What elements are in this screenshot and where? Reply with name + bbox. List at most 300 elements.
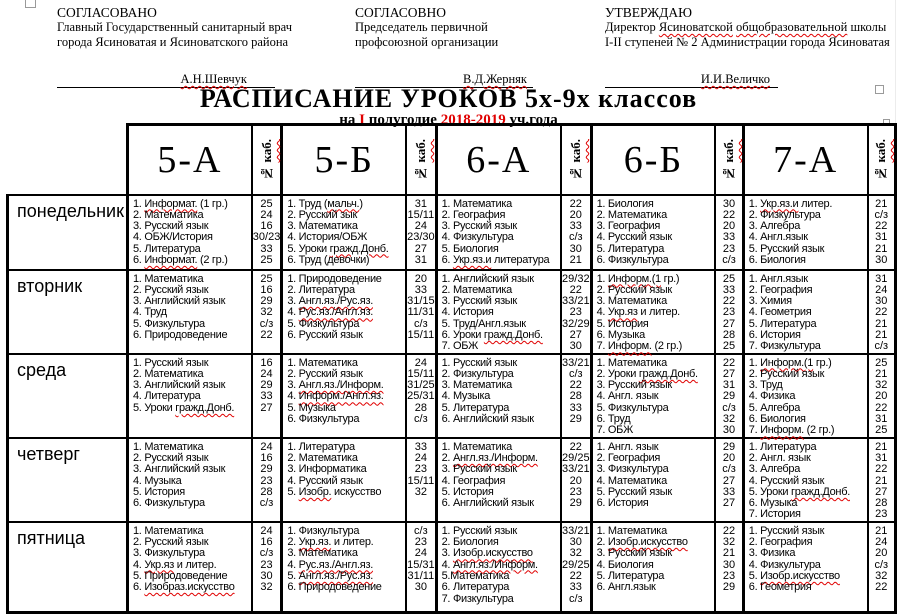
room-number: 23 — [260, 558, 273, 571]
lesson-item: 2. Уроки гражд.Донб. — [596, 367, 698, 380]
room-number: 20 — [875, 547, 888, 560]
lesson-item: 7. ОБЖ — [596, 424, 633, 437]
rooms-cell — [868, 195, 896, 270]
lesson-item: 1. Математика — [287, 356, 358, 369]
room-header-vertical-label: № каб. — [873, 138, 889, 181]
room-header-vertical-label: № каб. — [412, 138, 428, 181]
lesson-item: 6. Уроки гражд.Донб. — [441, 328, 543, 341]
room-number: с/з — [414, 413, 428, 426]
lesson-item: 4. Русский язык — [287, 474, 363, 487]
lessons-cell — [127, 522, 251, 613]
lesson-item: 1. Природоведение — [287, 272, 382, 285]
lesson-item: 3. Физкультура — [596, 463, 669, 476]
day-row — [8, 270, 896, 354]
room-number: 33 — [414, 440, 427, 453]
lesson-item: 1. Русский язык — [132, 356, 209, 369]
room-number: 25 — [875, 424, 888, 437]
lesson-item: 4. Англ.язык — [748, 231, 808, 244]
approval-line: Главный Государственный санитарный врач — [57, 20, 292, 34]
rooms-cell — [561, 195, 591, 270]
lesson-item: 1. Математика — [132, 524, 204, 537]
rooms-cell — [406, 438, 436, 522]
room-number: 20 — [569, 474, 582, 487]
room-number: 33 — [722, 231, 736, 244]
lesson-item: 4. История — [441, 306, 494, 319]
day-row — [8, 522, 896, 613]
lesson-item: 3. Математика — [596, 295, 667, 308]
lesson-item: 5. Природоведение — [132, 569, 228, 582]
class-header: 6-А — [436, 125, 561, 195]
rooms-cell — [252, 522, 282, 613]
misspelled-word: гражд.Донб. — [175, 401, 235, 414]
lesson-item: 6. Труд — [596, 413, 631, 426]
room-number: 30 — [569, 536, 582, 549]
day-row — [8, 438, 896, 522]
timetable-body — [8, 195, 896, 613]
room-number: 30 — [569, 340, 582, 353]
lesson-item: 5. Изобр.искусство — [748, 569, 840, 582]
misspelled-word: каб. — [567, 138, 583, 163]
lesson-item: 3. Труд — [748, 379, 783, 392]
lesson-item: 1. Математика — [441, 197, 512, 210]
misspelled-word: каб. — [873, 138, 889, 163]
lessons-cell — [436, 522, 561, 613]
room-number: с/з — [414, 524, 428, 537]
rooms-cell — [252, 438, 282, 522]
lesson-item: 1. Информ.(1 гр.) — [596, 272, 680, 285]
lesson-item: 1. Укр.яз.и литер. — [748, 197, 833, 210]
lesson-item: 5. Литература — [441, 401, 510, 414]
lesson-item: 5. Русский язык — [596, 485, 672, 498]
room-number: 32 — [260, 306, 273, 319]
lesson-item: 7. ОБЖ — [441, 340, 478, 353]
lesson-item: 4. Рус.яз./Англ.яз. — [287, 558, 373, 571]
approval-line: Директор Ясиноватской общобразовательной школы — [605, 20, 887, 34]
lesson-item: 5. Алгебра — [748, 401, 801, 414]
lesson-item: 1. Литература — [748, 440, 817, 453]
lesson-item: 4. Рус.яз./Англ.яз. — [287, 306, 373, 319]
lesson-item: 4. Укр.яз и литер. — [596, 306, 680, 319]
room-number: 24 — [414, 547, 427, 560]
lesson-item: 2. Англ.яз./Информ. — [441, 451, 538, 464]
approval-line: I-II ступеней № 2 Администрации города Ясиноватая — [605, 34, 890, 49]
room-number: 25 — [260, 253, 273, 266]
room-number: 22 — [875, 401, 888, 414]
approval-header: УТВЕРЖДАЮ — [605, 5, 693, 20]
lesson-item: 1. Математика — [132, 272, 204, 285]
lesson-item: 3. Химия — [748, 295, 792, 308]
rooms-cell — [715, 354, 743, 438]
rooms-cell — [868, 438, 896, 522]
lesson-item: 2. Математика — [132, 208, 204, 221]
room-number: 22 — [875, 220, 888, 233]
lesson-item: 5. Уроки гражд.Донб. — [287, 242, 389, 255]
misspelled-word: Англ.яз./Информ. — [452, 558, 538, 571]
room-number: 22 — [569, 379, 582, 392]
rooms-cell — [715, 270, 743, 354]
lessons-cell — [743, 270, 867, 354]
day-label: четверг — [8, 438, 128, 522]
room-number: 29 — [260, 379, 273, 392]
lesson-item: 3. Англ.яз./Рус.яз. — [287, 295, 373, 308]
lesson-item: 5. Литература — [596, 569, 665, 582]
lesson-item: 2. Биология — [441, 536, 499, 549]
day-row — [8, 195, 896, 270]
room-number: 27 — [414, 242, 427, 255]
lessons-cell — [743, 354, 867, 438]
misspelled-word: Рус.яз./Англ.яз. — [298, 558, 373, 571]
lesson-item: 2. Русский язык — [132, 451, 209, 464]
lesson-item: 3. Англ.яз./Информ. — [287, 379, 384, 392]
lesson-item: 3. Алгебра — [748, 463, 801, 476]
misspelled-word: Информ.(1 — [760, 356, 814, 369]
lessons-cell — [436, 438, 561, 522]
room-number: 22 — [569, 283, 582, 296]
lesson-item: 6. Биология — [748, 253, 806, 266]
room-header-vertical-label: № каб. — [567, 138, 583, 181]
lesson-item: 1. Труд (мальч.) — [287, 197, 363, 210]
room-header-vertical-label: № каб. — [258, 138, 274, 181]
misspelled-word: каб. — [412, 138, 428, 163]
lesson-item: 4. Укр.яз и литер. — [132, 558, 217, 571]
room-number: 29 — [722, 390, 736, 403]
lesson-item: 4. Информ./Англ.яз. — [287, 390, 384, 403]
lesson-item: 5. Литература — [132, 242, 201, 255]
day-label: пятница — [8, 522, 128, 613]
lessons-cell — [127, 270, 251, 354]
rooms-cell — [561, 354, 591, 438]
misspelled-word: гражд.Донб. — [329, 242, 389, 255]
room-number: 32 — [875, 569, 888, 582]
room-column-header — [252, 125, 282, 195]
misspelled-word: Изобр. — [298, 485, 332, 498]
lesson-item: 6. Музыка — [748, 497, 798, 510]
lesson-item: 4. Физкультура — [748, 558, 821, 571]
lessons-cell — [436, 195, 561, 270]
room-number: с/з — [568, 231, 583, 244]
lesson-item: 3. Английский язык — [132, 463, 226, 476]
approval-header: СОГЛАСОВАНО — [57, 5, 157, 20]
room-number: 30 — [875, 253, 888, 266]
rooms-cell — [406, 195, 436, 270]
room-number: 33 — [722, 485, 736, 498]
lessons-cell — [282, 270, 406, 354]
day-label: вторник — [8, 270, 128, 354]
approval-line: Председатель первичной — [355, 20, 488, 34]
room-number: 31 — [414, 253, 427, 266]
room-number: 22 — [260, 328, 273, 341]
room-number: с/з — [568, 367, 583, 380]
room-number: 24 — [414, 451, 427, 464]
room-number: 33 — [722, 283, 736, 296]
room-number: 16 — [260, 283, 273, 296]
lesson-item: 2. Физкультура — [748, 208, 821, 221]
timetable-corner-cell — [8, 125, 128, 195]
room-number: 32 — [722, 536, 736, 549]
room-number: 25 — [722, 340, 736, 353]
lesson-item: 3. Физика — [748, 547, 796, 560]
lesson-item: 3. Математика — [287, 547, 358, 560]
room-number: 25 — [260, 272, 273, 285]
room-number: 15/11 — [407, 328, 435, 341]
misspelled-word: Укр.яз — [144, 558, 175, 571]
lesson-item: 4. География — [441, 474, 506, 487]
room-number: 22 — [875, 463, 888, 476]
room-number: 30 — [722, 424, 736, 437]
lesson-item: 3. Физкультура — [132, 547, 205, 560]
room-number: 21 — [875, 474, 888, 487]
room-number: 11/31 — [407, 306, 435, 319]
lesson-item: 1. Русский язык — [748, 524, 825, 537]
class-header: 6-Б — [591, 125, 715, 195]
subtitle-text: на — [339, 112, 360, 128]
lesson-item: 6. Музыка — [596, 328, 646, 341]
room-header-vertical-label: № каб. — [721, 138, 737, 181]
lesson-item: 1. Биология — [596, 197, 654, 210]
room-number: 31/15 — [407, 295, 435, 308]
misspelled-word: гражд.Донб. — [791, 485, 850, 498]
room-number: 27 — [569, 328, 582, 341]
room-number: 20 — [722, 220, 736, 233]
lesson-item: 4. Математика — [596, 474, 667, 487]
lesson-item: 1. Математика — [441, 440, 512, 453]
lesson-item: 2. Русский язык — [748, 367, 825, 380]
room-number: 24 — [414, 356, 427, 369]
lesson-item: 6. Литература — [441, 581, 510, 594]
lesson-item: 1. Математика — [596, 524, 667, 537]
lesson-item: 3. Русский язык — [596, 379, 672, 392]
room-number: 21 — [875, 367, 888, 380]
room-number: 31/25 — [407, 379, 435, 392]
room-number: с/з — [722, 463, 736, 476]
lesson-item: 2. Русский язык — [596, 283, 672, 296]
room-number: с/з — [259, 317, 274, 330]
room-number: 29 — [260, 295, 273, 308]
lesson-item: 1. Информ.(1 гр.) — [748, 356, 832, 369]
room-number: 33/21 — [562, 356, 590, 369]
lesson-item: 5. Труд/Англ.язык — [441, 317, 526, 330]
room-number: 23 — [569, 485, 582, 498]
lesson-item: 3. Информатика — [287, 463, 367, 476]
room-number: 27 — [722, 367, 736, 380]
lesson-item: 4. Музыка — [441, 390, 491, 403]
lesson-item: 5. Уроки гражд.Донб. — [132, 401, 235, 414]
lesson-item: 4. Геометрия — [748, 306, 812, 319]
lessons-cell — [282, 195, 406, 270]
rooms-cell — [715, 195, 743, 270]
approvals-row — [0, 5, 897, 85]
misspelled-word: Изобр.искусство — [760, 569, 840, 582]
lesson-item: 2. Русский язык — [132, 283, 209, 296]
lesson-item: 2. Изобр.искусство — [596, 536, 688, 549]
room-number: 23 — [414, 536, 427, 549]
class-header: 7-А — [743, 125, 867, 195]
lesson-item: 6. Биология — [748, 413, 806, 426]
lesson-item: 5. Литература — [596, 242, 665, 255]
room-number: 22 — [722, 208, 736, 221]
misspelled-word: Информ.(1 — [607, 272, 661, 285]
room-number: 25 — [875, 356, 888, 369]
room-number: 30/23 — [252, 231, 281, 244]
room-number: 32 — [722, 413, 736, 426]
lesson-item: 7. Физкультура — [441, 592, 514, 605]
lesson-item: 1. Русский язык — [441, 524, 517, 537]
lessons-cell — [591, 438, 715, 522]
lesson-item: 3. Русский язык — [441, 295, 517, 308]
rooms-cell — [406, 270, 436, 354]
room-number: 22 — [722, 524, 736, 537]
rooms-cell — [561, 522, 591, 613]
room-number: 22 — [722, 295, 736, 308]
lesson-item: 3. Русский язык — [132, 220, 209, 233]
misspelled-word: В.Д.Жерняк — [463, 72, 527, 86]
lesson-item: 3. Русский язык — [441, 463, 517, 476]
room-number: 22 — [569, 440, 582, 453]
rooms-cell — [252, 270, 282, 354]
lesson-item: 5. Музыка — [287, 401, 336, 414]
approval-header: СОГЛАСОВНО — [355, 5, 447, 20]
lesson-item: 7. Физкультура — [748, 340, 821, 353]
room-number: 20 — [875, 390, 888, 403]
lessons-cell — [282, 438, 406, 522]
lessons-cell — [282, 354, 406, 438]
room-number: 29/25 — [562, 558, 590, 571]
lesson-item: 4. Труд — [132, 306, 167, 319]
misspelled-word: Укр.яз.и — [760, 197, 799, 210]
room-number: 30 — [569, 242, 582, 255]
misspelled-word: Изобр.искусство — [452, 547, 533, 560]
day-label: среда — [8, 354, 128, 438]
room-number: 29 — [260, 463, 273, 476]
lesson-item: 4. Музыка — [132, 474, 182, 487]
lesson-item: 2. География — [441, 208, 506, 221]
room-number: 25 — [260, 197, 273, 210]
rooms-cell — [868, 354, 896, 438]
room-number: 21 — [875, 440, 888, 453]
room-number: 32 — [260, 581, 273, 594]
room-number: 22 — [569, 569, 582, 582]
lesson-item: 5. Физкультура — [596, 401, 669, 414]
lesson-item: 6. Физкультура — [287, 413, 360, 426]
lesson-item: 2. География — [596, 451, 661, 464]
lesson-item: 2. Математика — [441, 283, 512, 296]
room-number: 33/21 — [562, 524, 590, 537]
room-number: 31 — [875, 231, 888, 244]
room-number: 27 — [722, 317, 736, 330]
room-number: 32/29 — [562, 317, 590, 330]
room-number: с/з — [259, 547, 274, 560]
lessons-cell — [591, 195, 715, 270]
room-number: 31 — [875, 451, 888, 464]
room-column-header — [561, 125, 591, 195]
misspelled-word: Англ.яз./Информ. — [298, 379, 384, 392]
room-number: 33 — [260, 242, 273, 255]
lesson-item: 1. Литература — [287, 440, 355, 453]
lesson-item: 2. Русский язык — [132, 536, 209, 549]
lesson-item: 6. Англ.язык — [596, 581, 656, 594]
misspelled-word: А.Н.Шевчук — [180, 72, 247, 86]
lesson-item: 6. Физкультура — [132, 497, 205, 510]
room-number: 21 — [569, 253, 582, 266]
lesson-item: 3. Изобр.искусство — [441, 547, 533, 560]
lesson-item: 3. Английский язык — [132, 379, 226, 392]
timetable-header — [8, 125, 896, 195]
lesson-item: 2. Англ. язык — [748, 451, 811, 464]
room-number: 29 — [569, 413, 582, 426]
approval-line: города Ясиноватая и Ясиноватского района — [57, 34, 289, 49]
room-column-header — [715, 125, 743, 195]
room-number: с/з — [568, 592, 583, 605]
rooms-cell — [868, 270, 896, 354]
lesson-item: 6. Изобраз.искусство — [132, 581, 235, 594]
lesson-item: 3. Английский язык — [132, 295, 226, 308]
room-number: 29/25 — [562, 451, 590, 464]
lesson-item: 5. Русский язык — [748, 242, 825, 255]
lesson-item: 5. Физкультура — [287, 317, 360, 330]
lesson-item: 7. Информ. (2 гр.) — [596, 340, 683, 353]
lesson-item: 5. Уроки гражд.Донб. — [748, 485, 850, 498]
class-header: 5-А — [127, 125, 251, 195]
lesson-item: 5. Литература — [748, 317, 817, 330]
room-number: с/з — [874, 208, 889, 221]
room-number: 29 — [722, 581, 736, 594]
room-column-header — [406, 125, 436, 195]
room-number: 20 — [569, 208, 582, 221]
room-number: 29 — [569, 497, 582, 510]
room-number: 22 — [875, 581, 888, 594]
misspelled-word: Англ.яз./Информ. — [452, 451, 538, 464]
lesson-item: 3. Русский язык — [596, 547, 672, 560]
timetable — [6, 123, 897, 614]
misspelled-word: Укр.яз — [607, 306, 638, 319]
room-number: с/з — [874, 558, 889, 571]
room-number: 33 — [569, 220, 582, 233]
room-number: 20 — [414, 272, 427, 285]
lessons-cell — [436, 354, 561, 438]
room-number: 27 — [722, 497, 736, 510]
lesson-item: 5.Математика — [441, 569, 510, 582]
lesson-item: 1. Англ. язык — [596, 440, 659, 453]
room-number: 16 — [260, 220, 273, 233]
room-number: с/з — [259, 497, 274, 510]
room-number: 21 — [875, 317, 888, 330]
lesson-item: 3. География — [596, 220, 661, 233]
room-number: 16 — [260, 451, 273, 464]
lesson-item: 6. Геометрия — [748, 581, 812, 594]
lesson-item: 6. Природоведение — [287, 581, 382, 594]
room-number: 15/11 — [407, 367, 435, 380]
room-number: 23 — [722, 306, 736, 319]
misspelled-word: гражд.Донб. — [483, 328, 543, 341]
room-number: 28 — [722, 328, 736, 341]
subtitle-highlight: I — [359, 112, 365, 128]
misspelled-word: И.И.Величко — [700, 72, 770, 86]
room-number: с/з — [722, 401, 736, 414]
room-number: 23 — [569, 306, 582, 319]
approval-block — [605, 5, 897, 88]
room-number: с/з — [722, 253, 736, 266]
lesson-item: 5. История — [441, 485, 494, 498]
room-number: 24 — [875, 283, 888, 296]
approval-line: профсоюзной организации — [355, 34, 499, 49]
lesson-item: 6. Русский язык — [287, 328, 363, 341]
misspelled-word: общобразовательной — [736, 20, 848, 34]
room-number: 31/11 — [407, 569, 435, 582]
lesson-item: 4. Русский язык — [596, 231, 672, 244]
lesson-item: 3. Математика — [287, 220, 358, 233]
lessons-cell — [282, 522, 406, 613]
subtitle-highlight: 2018-2019 — [440, 112, 506, 128]
